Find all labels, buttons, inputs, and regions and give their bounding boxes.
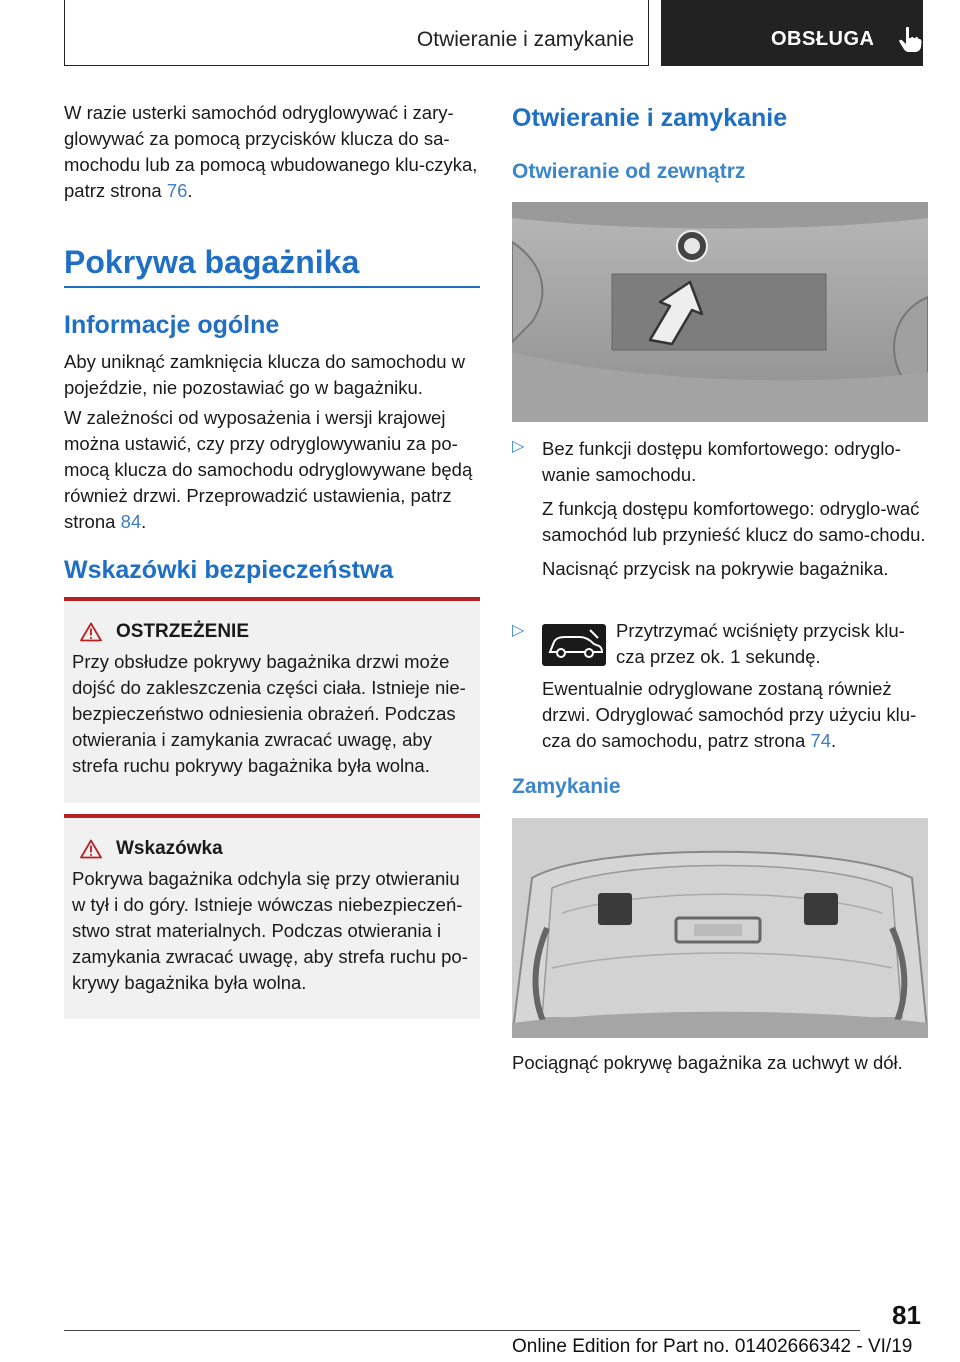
header-section: OBSŁUGA (771, 28, 875, 50)
trunk-interior-image (512, 818, 928, 1038)
list-triangle-icon: ▷ (512, 438, 525, 455)
closing-paragraph: Pociągnąć pokrywę bagażnika za uchwyt w dół. (512, 1052, 903, 1073)
page-link-74[interactable]: 74 (810, 730, 831, 751)
caution-triangle-icon (80, 839, 102, 859)
right-section-title: Otwieranie i zamykanie (512, 104, 788, 132)
note-box (64, 814, 480, 1019)
header-section-box (661, 0, 923, 66)
trunk-interior-drawing (512, 818, 928, 1038)
footer-rule (64, 1330, 860, 1331)
safety-heading: Wskazówki bezpieczeństwa (64, 556, 394, 584)
page-number: 81 (892, 1300, 921, 1330)
trunk-exterior-drawing (512, 202, 928, 422)
warning-triangle-icon (80, 622, 102, 642)
warning-box (64, 597, 480, 803)
general-heading: Informacje ogólne (64, 311, 280, 339)
header-title-box (64, 0, 649, 66)
warning-text: Przy obsłudze pokrywy bagażnika drzwi może dojść do zakleszczenia części ciała. Istnieje nie-bezpieczeństwo odniesienia obrażeń. Podczas otwierania i zamykania zwracać uwagę, aby strefa ruchu pokrywy bagażnika była wolna. (72, 651, 466, 776)
general-paragraph-1: Aby uniknąć zamknięcia klucza do samochodu w pojeździe, nie pozostawiać go w bagażniku. (64, 351, 466, 398)
hand-pointer-icon (897, 26, 923, 54)
warning-title: OSTRZEŻENIE (116, 621, 250, 642)
page-link-84[interactable]: 84 (120, 511, 142, 532)
closing-heading: Zamykanie (512, 775, 621, 798)
intro-paragraph: W razie usterki samochód odryglowywać i zary-glowywać za pomocą przycisków klucza do sa-mochodu lub za pomocą wbudowanego klu-czyka, patrz strona 76. (64, 102, 478, 201)
section-title (64, 244, 480, 281)
header-title: Otwieranie i zamykanie (416, 28, 634, 51)
footer-edition: Online Edition for Part no. 01402666342 - VI/19 (512, 1336, 913, 1357)
trunk-exterior-image (512, 202, 928, 422)
outside-heading: Otwieranie od zewnątrz (512, 160, 746, 183)
note-title: Wskazówka (116, 838, 223, 859)
general-paragraph-2: W zależności od wyposażenia i wersji krajowej można ustawić, czy przy odryglowywaniu za po-mocą klucza do samochodu odryglowywane będą również drzwi. Przeprowadzić ustawienia, patrz strona 84. (64, 407, 473, 532)
list-triangle-icon: ▷ (512, 622, 525, 639)
car-trunk-key-icon (542, 624, 606, 666)
note-text: Pokrywa bagażnika odchyla się przy otwieraniu w tył i do góry. Istnieje wówczas niebezpieczeń-stwo strat materialnych. Podczas otwierania i zamykania zwracać uwagę, aby strefa ruchu po-krywy bagażnika była wolna. (72, 868, 468, 993)
section-title-text: Pokrywa bagażnika (64, 244, 360, 280)
section-rule (64, 286, 480, 288)
page-link-76[interactable]: 76 (166, 180, 188, 201)
